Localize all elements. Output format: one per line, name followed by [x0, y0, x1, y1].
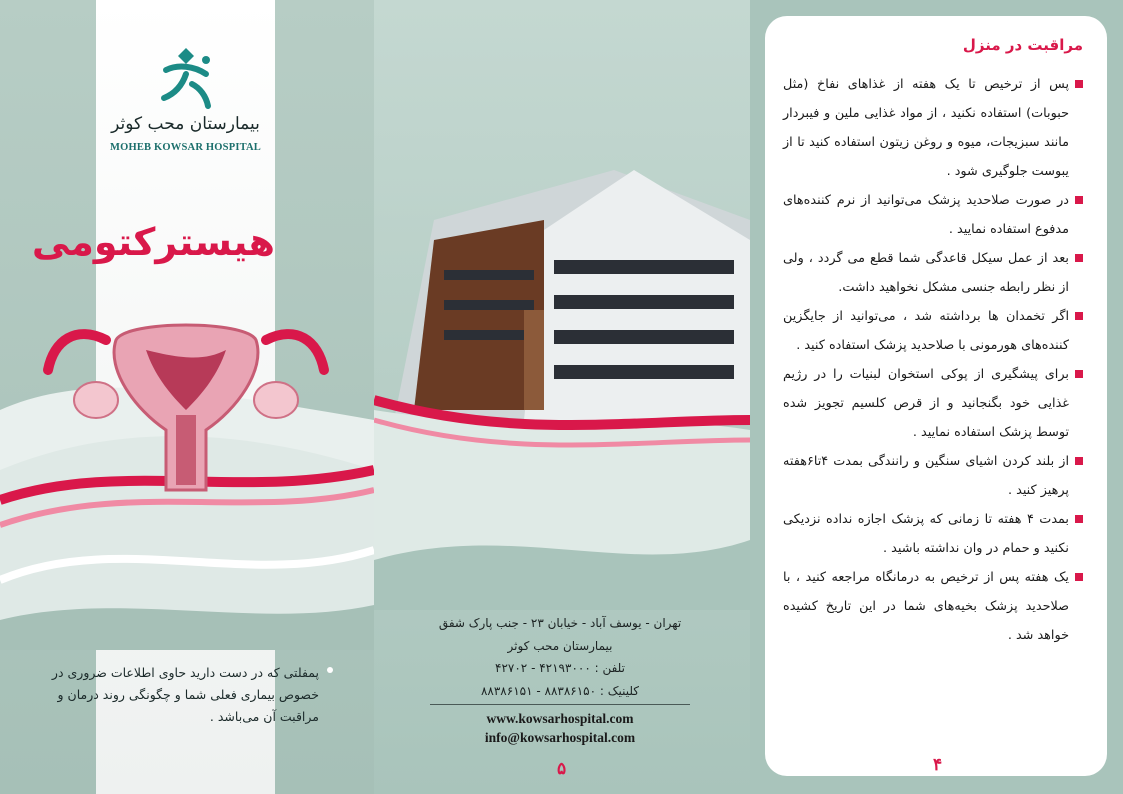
intro-paragraph	[39, 662, 319, 728]
back-panel	[374, 0, 750, 794]
bullet-square-icon	[1075, 573, 1083, 581]
bullet-square-icon	[1075, 370, 1083, 378]
bullet-square-icon	[1075, 254, 1083, 262]
cover-panel	[0, 0, 374, 794]
intro-bullet-icon	[327, 667, 333, 673]
list-item: بمدت ۴ هفته تا زمانی که پزشک اجازه نداده نزدیکی نکنید و حمام در وان نداشته باشید .	[783, 505, 1083, 563]
home-care-panel	[750, 0, 1123, 794]
home-care-list	[783, 70, 1083, 650]
hospital-name-fa: بیمارستان محب کوثر	[111, 114, 260, 134]
contact-block	[430, 612, 690, 747]
bullet-square-icon	[1075, 80, 1083, 88]
website-link[interactable]: www.kowsarhospital.com	[486, 711, 634, 726]
list-item: اگر تخمدان ها برداشته شد ، می‌توانید از جایگزین کننده‌های هورمونی با صلاحدید پزشک استفاده کنید .	[783, 302, 1083, 360]
page-number-4: ۴	[933, 755, 943, 774]
clinic-number: کلینیک : ۸۸۳۸۶۱۵۰ - ۸۸۳۸۶۱۵۱	[480, 683, 640, 698]
list-item: در صورت صلاحدید پزشک می‌توانید از نرم کننده‌های مدفوع استفاده نمایید .	[783, 186, 1083, 244]
page-number-5: ۵	[557, 759, 567, 778]
bullet-square-icon	[1075, 312, 1083, 320]
email-link[interactable]: info@kowsarhospital.com	[484, 730, 636, 745]
list-item: برای پیشگیری از پوکی استخوان لبنیات را در رژیم غذایی خود بگنجانید و از قرص کلسیم تجویز شده توسط پزشک استفاده نمایید .	[783, 360, 1083, 447]
hospital-logo	[96, 44, 275, 153]
hospital-name-contact: بیمارستان محب کوثر	[507, 638, 613, 653]
cover-title: هیسترکتومی	[31, 220, 275, 264]
hospital-name-en: MOHEB KOWSAR HOSPITAL	[109, 142, 262, 153]
phone-number: تلفن : ۴۲۱۹۳۰۰۰ - ۴۲۷۰۲	[495, 661, 625, 675]
home-care-title: مراقبت در منزل	[962, 36, 1083, 54]
bullet-square-icon	[1075, 457, 1083, 465]
list-item: یک هفته پس از ترخیص به درمانگاه مراجعه کنید ، با صلاحدید پزشک بخیه‌های شما در این تاریخ کشیده خواهد شد .	[783, 563, 1083, 650]
list-item: پس از ترخیص تا یک هفته از غذاهای نفاخ (مثل حبوبات) استفاده نکنید ، از مواد غذایی ملین و فیبردار مانند سبزیجات، میوه و روغن زیتون استفاده کنید تا از یبوست جلوگیری شود .	[783, 70, 1083, 186]
hospital-logo-mark-icon	[156, 44, 216, 110]
list-item: بعد از عمل سیکل قاعدگی شما قطع می گردد ، ولی از نظر رابطه جنسی مشکل نخواهید داشت.	[783, 244, 1083, 302]
home-care-card	[765, 16, 1107, 776]
address: تهران - یوسف آباد - خیابان ۲۳ - جنب پارک شفق	[438, 616, 682, 630]
list-item: از بلند کردن اشیای سنگین و رانندگی بمدت ۴تا۶هفته پرهیز کنید .	[783, 447, 1083, 505]
uterus-illustration	[36, 300, 336, 510]
bullet-square-icon	[1075, 196, 1083, 204]
intro-text: پمفلتی که در دست دارید حاوی اطلاعات ضروری در خصوص بیماری فعلی شما و چگونگی روند درمان و مراقبت آن می‌باشد .	[51, 665, 319, 724]
contact-divider	[430, 704, 690, 705]
bullet-square-icon	[1075, 515, 1083, 523]
decorative-waves-mid	[374, 390, 750, 610]
